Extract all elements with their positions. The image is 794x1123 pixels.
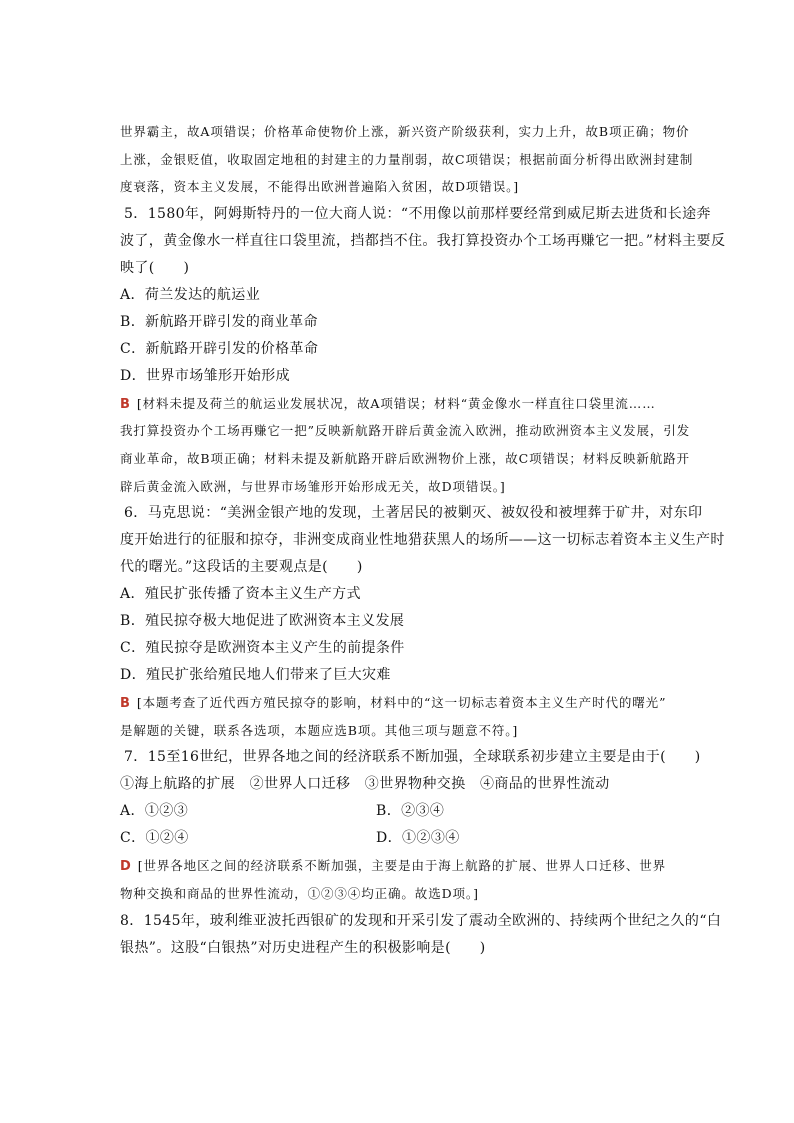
analysis-line: 世界霸主，故A项错误；价格革命使物价上涨，新兴资产阶级获利，实力上升，故B项正确；物价 (120, 124, 690, 139)
analysis-text: [材料未提及荷兰的航运业发展状况，故A项错误；材料“黄金像水一样直往口袋里流…… (136, 395, 656, 411)
analysis-line-first (120, 689, 676, 717)
question-stem-line: 7．15至16世纪，世界各地之间的经济联系不断加强，全球联系初步建立主要是由于( ) (124, 749, 701, 766)
question-5 (120, 201, 726, 500)
analysis-line: 物种交换和商品的世界性流动，①②③④均正确。故选D项。] (120, 885, 479, 901)
option-a: A．荷兰发达的航运业 (120, 286, 261, 303)
question-stem-line: 映了( ) (120, 259, 190, 276)
options-row (120, 825, 676, 852)
option-d: D．世界市场雏形开始形成 (120, 367, 291, 384)
question-stem-line: 代的曙光。”这段话的主要观点是( ) (120, 559, 363, 576)
question-stem-line: 5．1580年，阿姆斯特丹的一位大商人说：“不用像以前那样要经常到威尼斯去进货和长途奔 (124, 205, 711, 222)
analysis-line-first (120, 852, 676, 880)
option-d: D．殖民扩张给殖民地人们带来了巨大灾难 (120, 667, 391, 684)
analysis-line: 商业革命，故B项正确；材料未提及新航路开辟后欧洲物价上涨，故C项错误；材料反映新航路开 (120, 450, 690, 466)
question-8 (120, 908, 722, 962)
option-b: B．殖民掠夺极大地促进了欧洲资本主义发展 (120, 613, 405, 630)
option-b: B．②③④ (376, 803, 445, 820)
question-6 (120, 500, 725, 744)
answer-key: D (120, 859, 132, 875)
option-c: C．新航路开辟引发的价格革命 (120, 340, 319, 357)
prev-answer-block (120, 118, 694, 201)
answer-key: B (120, 696, 131, 712)
analysis-text: [本题考查了近代西方殖民掠夺的影响，材料中的“这一切标志着资本主义生产时代的曙光” (136, 695, 667, 711)
analysis-line: 上涨，金银贬值，收取固定地租的封建主的力量削弱，故C项错误；根据前面分析得出欧洲封建制 (120, 151, 694, 167)
answer-key: B (120, 396, 131, 412)
options-row (120, 798, 676, 825)
question-7 (120, 744, 701, 907)
question-stem-line: 波了，黄金像水一样直往口袋里流，挡都挡不住。我打算投资办个工场再赚它一把。”材料主要反 (120, 232, 726, 249)
question-stem-line: 8．1545年，玻利维亚波托西银矿的发现和开采引发了震动全欧洲的、持续两个世纪之久的“白 (120, 912, 722, 929)
option-d: D．①②③④ (376, 830, 460, 847)
analysis-text: [世界各地区之间的经济联系不断加强，主要是由于海上航路的扩展、世界人口迁移、世界 (137, 858, 667, 874)
question-stem-line: 6．马克思说：“美洲金银产地的发现，土著居民的被剿灭、被奴役和被埋葬于矿井，对东印 (124, 505, 703, 522)
option-b: B．新航路开辟引发的商业革命 (120, 313, 318, 330)
question-stem-line: 银热”。这股“白银热”对历史进程产生的积极影响是( ) (120, 939, 486, 956)
analysis-line: 我打算投资办个工场再赚它一把”反映新航路开辟后黄金流入欧洲，推动欧洲资本主义发展，引发 (120, 423, 691, 439)
analysis-line: 度衰落，资本主义发展，不能得出欧洲普遍陷入贫困，故D项错误。] (120, 179, 520, 195)
option-a: A．①②③ (120, 803, 189, 820)
option-a: A．殖民扩张传播了资本主义生产方式 (120, 586, 361, 603)
page-content (120, 118, 726, 962)
analysis-line: 是解题的关键，联系各选项，本题应选B项。其他三项与题意不符。] (120, 722, 519, 738)
analysis-line: 辟后黄金流入欧洲，与世界市场雏形开始形成无关，故D项错误。] (120, 478, 506, 494)
question-stem-line: 度开始进行的征服和掠夺，非洲变成商业性地猎获黑人的场所——这一切标志着资本主义生产时 (120, 532, 725, 549)
option-c: C．①②④ (120, 830, 189, 847)
analysis-line-first (120, 390, 676, 418)
question-items-line: ①海上航路的扩展 ②世界人口迁移 ③世界物种交换 ④商品的世界性流动 (120, 776, 610, 793)
option-c: C．殖民掠夺是欧洲资本主义产生的前提条件 (120, 640, 405, 657)
